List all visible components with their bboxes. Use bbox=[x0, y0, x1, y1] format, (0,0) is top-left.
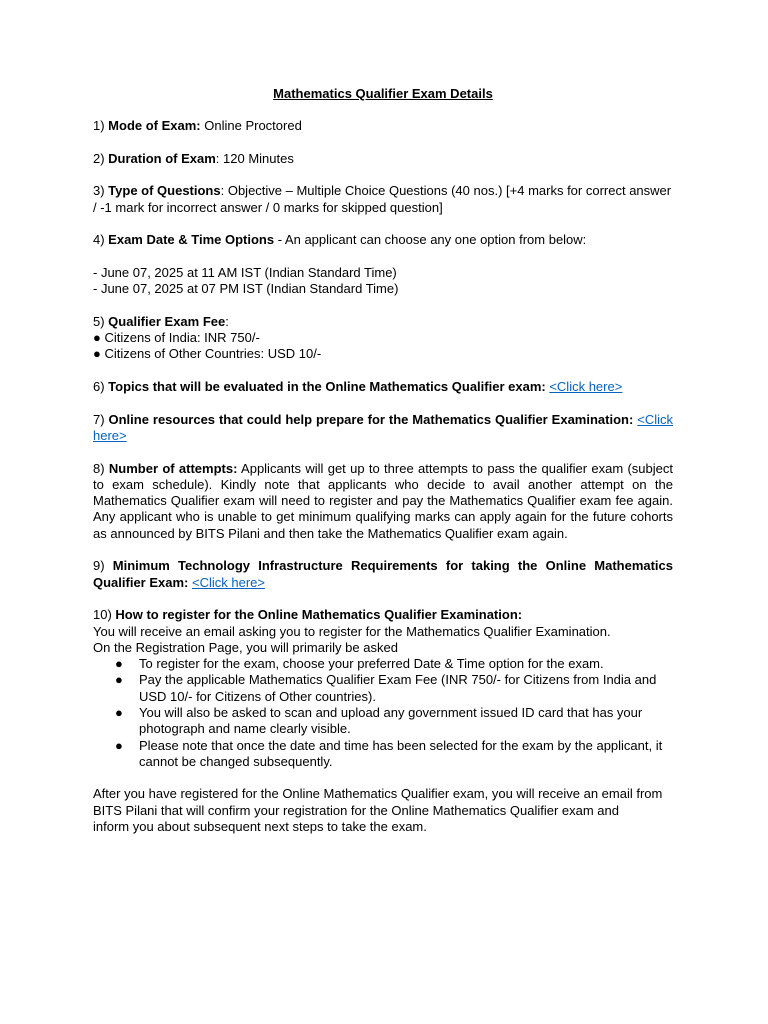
item-value: : bbox=[225, 313, 229, 329]
exam-date-options bbox=[93, 265, 673, 298]
closing-line: After you have registered for the Online Mathematics Qualifier exam, you will receive an email from bbox=[93, 786, 663, 802]
document-page bbox=[93, 86, 673, 852]
item-label: Online resources that could help prepare for the Mathematics Qualifier Examination: bbox=[108, 411, 634, 427]
item-number: 2) bbox=[93, 150, 109, 166]
item-label: Qualifier Exam Fee bbox=[108, 313, 226, 329]
item-tech-requirements bbox=[93, 558, 673, 591]
item-label: Mode of Exam: bbox=[108, 118, 201, 134]
resources-link[interactable]: <Click here> bbox=[93, 411, 673, 443]
bullet-icon: ● bbox=[115, 737, 123, 753]
item-number: 3) bbox=[93, 183, 109, 199]
item-number: 4) bbox=[93, 232, 109, 248]
list-item-text: Please note that once the date and time has been selected for the exam by the applicant, it cannot be changed subsequently. bbox=[139, 737, 663, 769]
item-mode bbox=[93, 118, 673, 134]
item-label: Duration of Exam bbox=[108, 150, 216, 166]
list-item-text: You will also be asked to scan and upload any government issued ID card that has your photograph and name clearly visible. bbox=[139, 704, 643, 737]
date-option: - June 07, 2025 at 11 AM IST (Indian Standard Time) bbox=[93, 264, 397, 280]
item-value: - An applicant can choose any one option from below: bbox=[274, 232, 587, 248]
item-label: How to register for the Online Mathematics Qualifier Examination: bbox=[115, 607, 523, 623]
item-label: Topics that will be evaluated in the Online Mathematics Qualifier exam: bbox=[108, 379, 546, 395]
item-topics bbox=[93, 379, 673, 395]
item-label: Minimum Technology Infrastructure Requirements for taking the Online Mathematics Qualifier Exam: bbox=[93, 558, 674, 590]
item-value: Applicants will get up to three attempts to pass the qualifier exam (subject to exam schedule). Kindly note that applicants who decide to avail another attempt on the Mathematics Qualifier exam will need to register and pay the Mathematics Qualifier exam fee again. Any applicant who is unable to get minimum qualifying marks can apply again for the future cohorts as announced by BITS Pilani and then take the Mathematics Qualifier exam again. bbox=[93, 460, 674, 541]
item-number: 9) bbox=[93, 558, 113, 574]
item-number: 1) bbox=[93, 118, 109, 134]
item-value: : 120 Minutes bbox=[215, 150, 294, 166]
item-exam-dates bbox=[93, 232, 673, 248]
item-value: : Objective – Multiple Choice Questions (40 nos.) [+4 marks for correct answer / -1 mark for incorrect answer / 0 marks for skipped question] bbox=[93, 183, 672, 215]
closing-line: BITS Pilani that will confirm your registration for the Online Mathematics Qualifier exam and bbox=[93, 802, 619, 818]
topics-link[interactable]: <Click here> bbox=[549, 379, 623, 395]
item-label: Type of Questions bbox=[108, 183, 221, 199]
fee-heading bbox=[93, 314, 673, 330]
list-item bbox=[93, 738, 673, 771]
registration-heading bbox=[93, 607, 673, 623]
list-item bbox=[93, 656, 673, 672]
item-exam-fee bbox=[93, 314, 673, 363]
item-number: 5) bbox=[93, 313, 109, 329]
list-item bbox=[93, 672, 673, 705]
list-item-text: Pay the applicable Mathematics Qualifier Exam Fee (INR 750/- for Citizens from India and USD 10/- for Citizens of Other countries). bbox=[139, 672, 657, 704]
date-option: - June 07, 2025 at 07 PM IST (Indian Standard Time) bbox=[93, 281, 399, 297]
item-value: Online Proctored bbox=[200, 118, 302, 134]
list-item-text: To register for the exam, choose your preferred Date & Time option for the exam. bbox=[139, 656, 604, 672]
registration-line: You will receive an email asking you to register for the Mathematics Qualifier Examination. bbox=[93, 623, 611, 639]
item-attempts bbox=[93, 461, 673, 542]
item-registration bbox=[93, 607, 673, 770]
document-title: Mathematics Qualifier Exam Details bbox=[273, 86, 493, 101]
bullet-icon: ● bbox=[115, 672, 123, 688]
item-label: Number of attempts: bbox=[108, 460, 238, 476]
tech-requirements-link[interactable]: <Click here> bbox=[192, 574, 265, 590]
bullet-icon: ● bbox=[115, 704, 123, 720]
item-question-type bbox=[93, 183, 673, 216]
fee-line: ● Citizens of India: INR 750/- bbox=[93, 330, 260, 346]
item-number: 7) bbox=[93, 411, 109, 427]
item-number: 8) bbox=[93, 460, 109, 476]
item-resources bbox=[93, 412, 673, 445]
registration-bullets bbox=[93, 656, 673, 770]
item-duration bbox=[93, 151, 673, 167]
item-number: 6) bbox=[93, 379, 109, 395]
list-item bbox=[93, 705, 673, 738]
bullet-icon: ● bbox=[115, 656, 123, 672]
item-label: Exam Date & Time Options bbox=[108, 232, 275, 248]
closing-paragraph bbox=[93, 786, 673, 835]
closing-line: inform you about subsequent next steps to take the exam. bbox=[93, 819, 427, 835]
fee-line: ● Citizens of Other Countries: USD 10/- bbox=[93, 346, 322, 362]
item-number: 10) bbox=[93, 607, 116, 623]
registration-line: On the Registration Page, you will primarily be asked bbox=[93, 639, 398, 655]
